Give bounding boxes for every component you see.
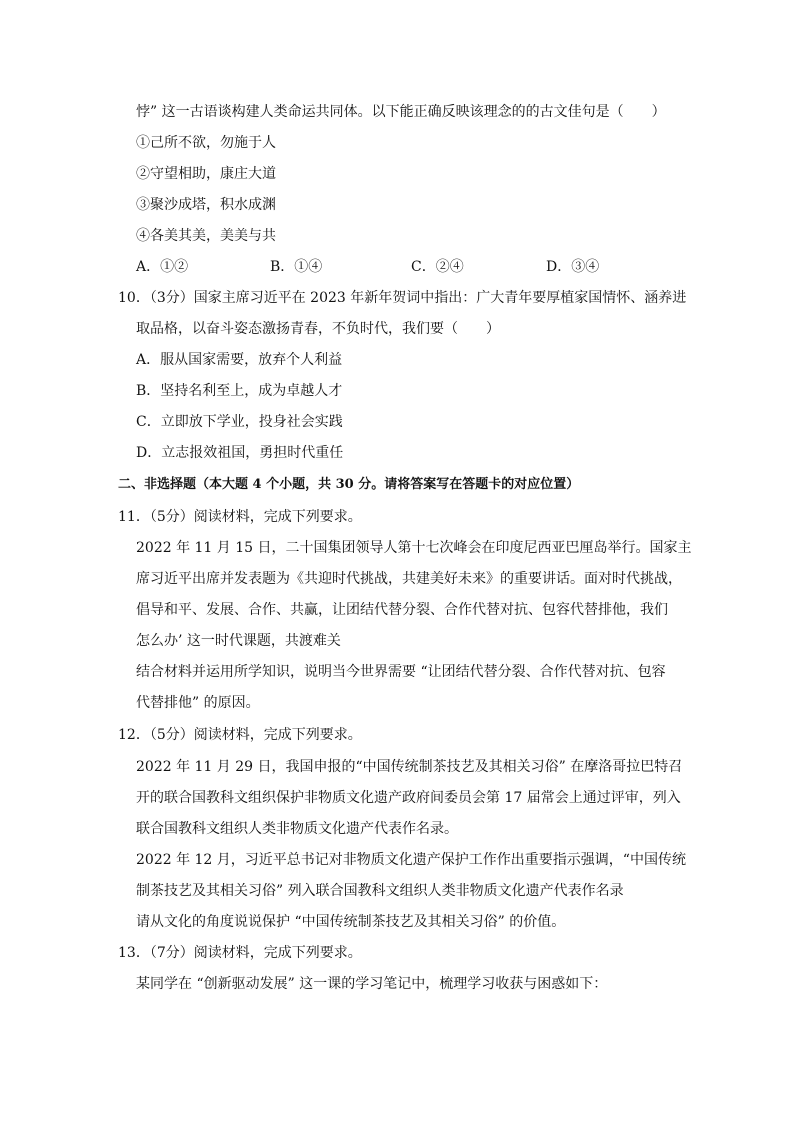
q9-statement-1: ①己所不欲，勿施于人	[136, 135, 276, 151]
q11-task-line-2: 代替排他” 的原因。	[136, 695, 260, 711]
q11-material-line-4: 怎么办’ 这一时代课题，共渡难关	[136, 633, 341, 649]
q10-stem-line-2: 取品格，以奋斗姿态激扬青春，不负时代，我们要（ ）	[136, 321, 500, 337]
q9-option-a: A．①②	[136, 259, 189, 275]
q11-material-line-1: 2022 年 11 月 15 日，二十国集团领导人第十七次峰会在印度尼西亚巴厘岛举行。国家主	[136, 540, 692, 556]
q10-option-d: D．立志报效祖国，勇担时代重任	[136, 445, 344, 461]
q12-material-line-1: 2022 年 11 月 29 日，我国申报的“中国传统制茶技艺及其相关习俗” 在摩洛哥拉巴特召	[136, 759, 683, 775]
q9-statement-4: ④各美其美，美美与共	[136, 228, 276, 244]
q10-option-a: A．服从国家需要，放弃个人利益	[136, 352, 343, 368]
q13-title: 13．（7分）阅读材料，完成下列要求。	[118, 945, 362, 961]
q10-option-b: B．坚持名利至上，成为卓越人才	[136, 383, 343, 399]
q11-task-line-1: 结合材料并运用所学知识，说明当今世界需要 “让团结代替分裂、合作代替对抗、包容	[136, 664, 666, 680]
q10-stem-line-1: 10．（3分）国家主席习近平在 2023 年新年贺词中指出：广大青年要厚植家国情怀、涵养进	[118, 290, 687, 306]
q9-stem-tail: 悖” 这一古语谈构建人类命运共同体。以下能正确反映该理念的的古文佳句是（ ）	[136, 104, 666, 120]
q13-intro: 某同学在 “创新驱动发展” 这一课的学习笔记中，梳理学习收获与困惑如下：	[136, 976, 608, 992]
q11-material-line-2: 席习近平出席并发表题为《共迎时代挑战，共建美好未来》的重要讲话。面对时代挑战，	[136, 571, 682, 587]
q12-material-line-4: 2022 年 12 月，习近平总书记对非物质文化遗产保护工作作出重要指示强调，“中国传统	[136, 852, 686, 868]
q9-statement-3: ③聚沙成塔，积水成渊	[136, 197, 276, 213]
q9-statement-2: ②守望相助，康庄大道	[136, 166, 276, 182]
q12-task: 请从文化的角度说说保护 “中国传统制茶技艺及其相关习俗” 的价值。	[136, 914, 566, 930]
q9-option-d: D．③④	[546, 259, 600, 275]
q10-option-c: C．立即放下学业，投身社会实践	[136, 414, 343, 430]
q11-title: 11．（5分）阅读材料，完成下列要求。	[118, 509, 362, 525]
section-2-heading: 二、非选择题（本大题 4 个小题，共 30 分。请将答案写在答题卡的对应位置）	[118, 477, 580, 492]
q12-material-line-5: 制茶技艺及其相关习俗” 列入联合国教科文组织人类非物质文化遗产代表作名录	[136, 883, 624, 899]
q12-title: 12．（5分）阅读材料，完成下列要求。	[118, 727, 362, 743]
q12-material-line-2: 开的联合国教科文组织保护非物质文化遗产政府间委员会第 17 届常会上通过评审，列入	[136, 790, 681, 806]
q9-option-b: B．①④	[270, 259, 323, 275]
q12-material-line-3: 联合国教科文组织人类非物质文化遗产代表作名录。	[136, 821, 458, 837]
q9-option-c: C．②④	[411, 259, 464, 275]
q11-material-line-3: 倡导和平、发展、合作、共赢，让团结代替分裂、合作代替对抗、包容代替排他，我们	[136, 602, 668, 618]
q9-options	[136, 257, 656, 277]
